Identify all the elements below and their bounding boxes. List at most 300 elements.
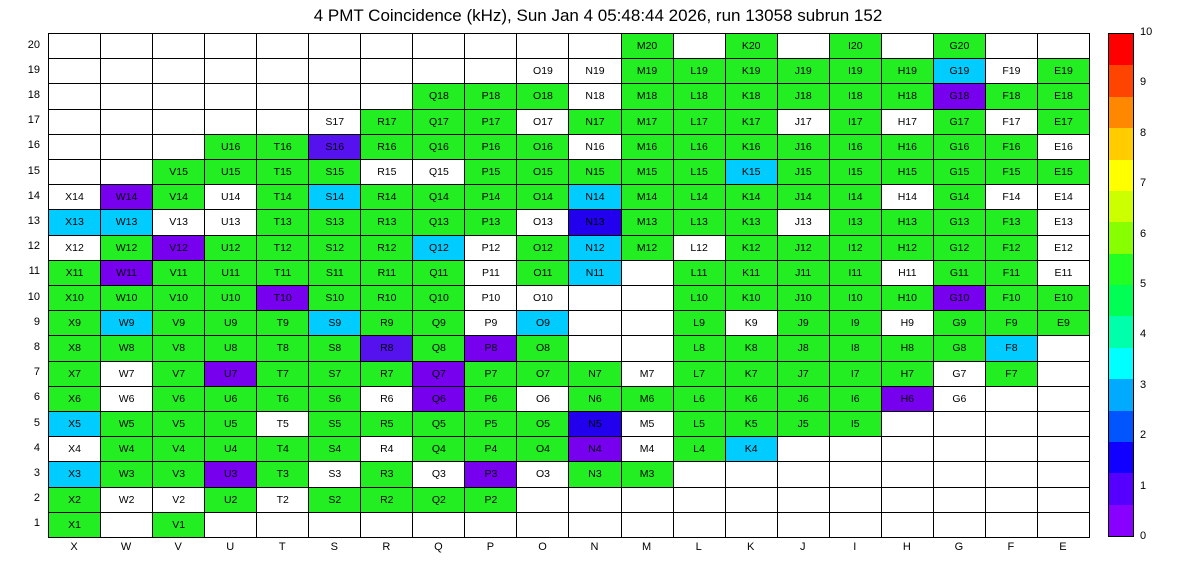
heatmap-cell: K15: [726, 160, 778, 185]
heatmap-cell: T12: [257, 236, 309, 261]
heatmap-cell: J8: [778, 336, 830, 361]
heatmap-cell: H8: [882, 336, 934, 361]
heatmap-cell: T10: [257, 286, 309, 311]
heatmap-cell: [153, 135, 205, 160]
heatmap-cell: O12: [517, 236, 569, 261]
x-axis-tick-label: J: [799, 541, 806, 553]
y-axis-tick-label: 5: [33, 416, 40, 429]
heatmap-cell: [309, 34, 361, 59]
heatmap-cell: F11: [986, 261, 1038, 286]
heatmap-cell: W7: [101, 362, 153, 387]
heatmap-cell: F15: [986, 160, 1038, 185]
heatmap-cell: T14: [257, 185, 309, 210]
y-axis-tick-label: 19: [27, 63, 40, 76]
heatmap-cell: [101, 59, 153, 84]
heatmap-cell: W14: [101, 185, 153, 210]
heatmap-cell: I6: [830, 387, 882, 412]
heatmap-cell: P4: [465, 437, 517, 462]
heatmap-cell: X14: [49, 185, 101, 210]
heatmap-cell: [257, 34, 309, 59]
heatmap-cell: P3: [465, 462, 517, 487]
heatmap-cell: E14: [1038, 185, 1090, 210]
heatmap-cell: [257, 59, 309, 84]
heatmap-cell: [465, 59, 517, 84]
heatmap-cell: H17: [882, 110, 934, 135]
heatmap-cell: E12: [1038, 236, 1090, 261]
heatmap-cell: S14: [309, 185, 361, 210]
heatmap-cell: Q18: [413, 84, 465, 109]
heatmap-cell: Q13: [413, 210, 465, 235]
heatmap-cell: N14: [569, 185, 621, 210]
heatmap-cell: H11: [882, 261, 934, 286]
heatmap-cell: O5: [517, 412, 569, 437]
heatmap-cell: N6: [569, 387, 621, 412]
heatmap-cell: [830, 488, 882, 513]
y-axis-tick-label: 20: [27, 38, 40, 51]
colorbar-segment: [1109, 442, 1133, 473]
heatmap-cell: [257, 110, 309, 135]
heatmap-cell: [517, 34, 569, 59]
heatmap-cell: [413, 513, 465, 538]
heatmap-cell: V12: [153, 236, 205, 261]
heatmap-cell: R11: [361, 261, 413, 286]
heatmap-cell: [1038, 362, 1090, 387]
heatmap-cell: [153, 34, 205, 59]
heatmap-cell: M20: [622, 34, 674, 59]
heatmap-cell: [674, 488, 726, 513]
page-title: 4 PMT Coincidence (kHz), Sun Jan 4 05:48:44 2026, run 13058 subrun 152: [313, 6, 883, 25]
heatmap-cell: [674, 513, 726, 538]
heatmap-cell: I5: [830, 412, 882, 437]
heatmap-cell: M3: [622, 462, 674, 487]
heatmap-cell: M19: [622, 59, 674, 84]
x-axis-tick-label: Q: [434, 541, 443, 553]
heatmap-cell: N17: [569, 110, 621, 135]
x-axis-tick-label: F: [1007, 541, 1015, 553]
heatmap-cell: W3: [101, 462, 153, 487]
heatmap-cell: W12: [101, 236, 153, 261]
heatmap-cell: F8: [986, 336, 1038, 361]
heatmap-cell: [934, 488, 986, 513]
heatmap-cell: Q2: [413, 488, 465, 513]
heatmap-cell: [569, 488, 621, 513]
colorbar-segment: [1109, 316, 1133, 347]
heatmap-cell: K8: [726, 336, 778, 361]
heatmap-cell: K11: [726, 261, 778, 286]
heatmap-cell: O11: [517, 261, 569, 286]
heatmap-cell: [101, 160, 153, 185]
heatmap-cell: K16: [726, 135, 778, 160]
heatmap-cell: [569, 311, 621, 336]
heatmap-cell: [465, 513, 517, 538]
heatmap-cell: F10: [986, 286, 1038, 311]
heatmap-cell: Q9: [413, 311, 465, 336]
heatmap-cell: [361, 34, 413, 59]
heatmap-cell: [101, 110, 153, 135]
heatmap-cell: U15: [205, 160, 257, 185]
heatmap-cell: [569, 336, 621, 361]
heatmap-cell: U9: [205, 311, 257, 336]
heatmap-cell: R17: [361, 110, 413, 135]
heatmap-cell: O13: [517, 210, 569, 235]
heatmap-cell: R2: [361, 488, 413, 513]
heatmap-cell: [257, 84, 309, 109]
heatmap-cell: O7: [517, 362, 569, 387]
heatmap-cell: U11: [205, 261, 257, 286]
heatmap-cell: V7: [153, 362, 205, 387]
heatmap-cell: N3: [569, 462, 621, 487]
heatmap-cell: [882, 34, 934, 59]
heatmap-cell: E9: [1038, 311, 1090, 336]
colorbar-segment: [1109, 160, 1133, 191]
heatmap-cell: [778, 437, 830, 462]
colorbar-segment: [1109, 222, 1133, 253]
heatmap-cell: M6: [622, 387, 674, 412]
heatmap-cell: [205, 59, 257, 84]
heatmap-cell: K12: [726, 236, 778, 261]
heatmap-cell: T3: [257, 462, 309, 487]
heatmap-cell: H7: [882, 362, 934, 387]
heatmap-cell: O15: [517, 160, 569, 185]
colorbar-segment: [1109, 65, 1133, 96]
heatmap-cell: T4: [257, 437, 309, 462]
heatmap-cell: R8: [361, 336, 413, 361]
heatmap-cell: K14: [726, 185, 778, 210]
heatmap-cell: P16: [465, 135, 517, 160]
heatmap-cell: L5: [674, 412, 726, 437]
colorbar-segment: [1109, 379, 1133, 410]
heatmap-cell: P5: [465, 412, 517, 437]
heatmap-cell: V4: [153, 437, 205, 462]
heatmap-cell: W4: [101, 437, 153, 462]
heatmap-cell: J7: [778, 362, 830, 387]
heatmap-cell: R16: [361, 135, 413, 160]
heatmap-cell: P10: [465, 286, 517, 311]
heatmap-cell: [778, 34, 830, 59]
y-axis-tick-label: 6: [33, 391, 40, 404]
heatmap-cell: V1: [153, 513, 205, 538]
heatmap-cell: Q15: [413, 160, 465, 185]
heatmap-cell: U3: [205, 462, 257, 487]
heatmap-cell: X10: [49, 286, 101, 311]
heatmap-cell: E17: [1038, 110, 1090, 135]
heatmap-cell: L14: [674, 185, 726, 210]
heatmap-cell: I9: [830, 311, 882, 336]
heatmap-cell: J5: [778, 412, 830, 437]
heatmap-cell: L11: [674, 261, 726, 286]
y-axis-tick-label: 12: [27, 240, 40, 253]
heatmap-cell: R4: [361, 437, 413, 462]
colorbar-segment: [1109, 191, 1133, 222]
heatmap-cell: X6: [49, 387, 101, 412]
heatmap-cell: H19: [882, 59, 934, 84]
heatmap-cell: [830, 513, 882, 538]
heatmap-cell: [153, 110, 205, 135]
heatmap-cell: G6: [934, 387, 986, 412]
colorbar-segment: [1109, 505, 1133, 536]
heatmap-cell: H16: [882, 135, 934, 160]
heatmap-cell: P15: [465, 160, 517, 185]
heatmap-cell: R13: [361, 210, 413, 235]
heatmap-cell: Q16: [413, 135, 465, 160]
heatmap-cell: V5: [153, 412, 205, 437]
x-axis-tick-label: O: [538, 541, 547, 553]
heatmap-cell: H12: [882, 236, 934, 261]
heatmap-cell: [1038, 336, 1090, 361]
heatmap-cell: I10: [830, 286, 882, 311]
heatmap-cell: M7: [622, 362, 674, 387]
heatmap-cell: [517, 488, 569, 513]
heatmap-cell: [934, 412, 986, 437]
heatmap-cell: S9: [309, 311, 361, 336]
heatmap-cell: G19: [934, 59, 986, 84]
heatmap-cell: F13: [986, 210, 1038, 235]
heatmap-cell: P11: [465, 261, 517, 286]
heatmap-cell: R5: [361, 412, 413, 437]
heatmap-cell: I14: [830, 185, 882, 210]
heatmap-cell: [674, 34, 726, 59]
colorbar-segment: [1109, 97, 1133, 128]
heatmap-cell: Q4: [413, 437, 465, 462]
x-axis-tick-label: P: [486, 541, 495, 553]
heatmap-cell: N12: [569, 236, 621, 261]
heatmap-cell: S13: [309, 210, 361, 235]
heatmap-cell: X11: [49, 261, 101, 286]
heatmap-cell: V9: [153, 311, 205, 336]
heatmap-cell: [361, 59, 413, 84]
heatmap-cell: S11: [309, 261, 361, 286]
heatmap-cell: Q17: [413, 110, 465, 135]
heatmap-cell: U6: [205, 387, 257, 412]
heatmap-cell: Q10: [413, 286, 465, 311]
heatmap-cell: I20: [830, 34, 882, 59]
heatmap-cell: W11: [101, 261, 153, 286]
heatmap-cell: L19: [674, 59, 726, 84]
heatmap-cell: N19: [569, 59, 621, 84]
y-axis-tick-label: 8: [33, 341, 40, 353]
heatmap-cell: G14: [934, 185, 986, 210]
heatmap-cell: R12: [361, 236, 413, 261]
colorbar-tick-label: 10: [1140, 26, 1153, 38]
heatmap-cell: S5: [309, 412, 361, 437]
heatmap-cell: [361, 513, 413, 538]
heatmap-cell: [622, 286, 674, 311]
y-axis-tick-label: 18: [27, 89, 40, 101]
heatmap-cell: P12: [465, 236, 517, 261]
heatmap-cell: [1038, 412, 1090, 437]
heatmap-cell: R6: [361, 387, 413, 412]
heatmap-cell: K19: [726, 59, 778, 84]
heatmap-cell: L6: [674, 387, 726, 412]
heatmap-cell: [1038, 437, 1090, 462]
heatmap-cell: I15: [830, 160, 882, 185]
heatmap-cell: [622, 261, 674, 286]
heatmap-cell: [726, 513, 778, 538]
heatmap-cell: X7: [49, 362, 101, 387]
heatmap-cell: F12: [986, 236, 1038, 261]
heatmap-cell: [49, 110, 101, 135]
heatmap-cell: K17: [726, 110, 778, 135]
colorbar-segment: [1109, 473, 1133, 504]
heatmap-cell: [1038, 462, 1090, 487]
heatmap-cell: [101, 84, 153, 109]
heatmap-cell: V6: [153, 387, 205, 412]
heatmap-cell: [101, 34, 153, 59]
heatmap-cell: I18: [830, 84, 882, 109]
heatmap-cell: [153, 84, 205, 109]
heatmap-cell: [882, 462, 934, 487]
heatmap-cell: L4: [674, 437, 726, 462]
heatmap-cell: U12: [205, 236, 257, 261]
heatmap-cell: T6: [257, 387, 309, 412]
heatmap-cell: G17: [934, 110, 986, 135]
heatmap-cell: J15: [778, 160, 830, 185]
heatmap-cell: P17: [465, 110, 517, 135]
heatmap-cell: [986, 462, 1038, 487]
x-axis-tick-label: E: [1059, 541, 1067, 553]
heatmap-cell: M18: [622, 84, 674, 109]
heatmap-cell: [986, 34, 1038, 59]
heatmap-cell: N7: [569, 362, 621, 387]
x-axis-tick-label: I: [853, 541, 857, 553]
colorbar-segment: [1109, 254, 1133, 285]
heatmap-cell: N4: [569, 437, 621, 462]
colorbar-segment: [1109, 34, 1133, 65]
heatmap-cell: [934, 437, 986, 462]
heatmap-cell: W10: [101, 286, 153, 311]
heatmap-cell: X5: [49, 412, 101, 437]
heatmap-cell: S17: [309, 110, 361, 135]
heatmap-cell: T7: [257, 362, 309, 387]
y-axis-tick-label: 2: [33, 492, 40, 505]
heatmap-cell: X13: [49, 210, 101, 235]
heatmap-cell: O6: [517, 387, 569, 412]
heatmap-cell: K6: [726, 387, 778, 412]
heatmap-cell: W5: [101, 412, 153, 437]
heatmap-cell: [309, 59, 361, 84]
heatmap-cell: I13: [830, 210, 882, 235]
heatmap-cell: N18: [569, 84, 621, 109]
heatmap-cell: [882, 488, 934, 513]
heatmap-cell: R10: [361, 286, 413, 311]
colorbar-tick-label: 7: [1140, 177, 1147, 190]
heatmap-cell: N5: [569, 412, 621, 437]
heatmap-cell: I8: [830, 336, 882, 361]
heatmap-cell: X4: [49, 437, 101, 462]
x-axis-tick-label: L: [695, 541, 702, 553]
heatmap-cell: R9: [361, 311, 413, 336]
heatmap-cell: J13: [778, 210, 830, 235]
heatmap-cell: G16: [934, 135, 986, 160]
colorbar-tick-label: 3: [1140, 378, 1147, 391]
heatmap-cell: T13: [257, 210, 309, 235]
heatmap-cell: [830, 437, 882, 462]
heatmap-cell: P6: [465, 387, 517, 412]
heatmap-cell: P8: [465, 336, 517, 361]
heatmap-cell: L12: [674, 236, 726, 261]
heatmap-cell: T11: [257, 261, 309, 286]
colorbar-segment: [1109, 411, 1133, 442]
heatmap-cell: [569, 34, 621, 59]
heatmap-cell: [726, 488, 778, 513]
heatmap-cell: [986, 513, 1038, 538]
heatmap-cell: G10: [934, 286, 986, 311]
heatmap-cell: I7: [830, 362, 882, 387]
heatmap-cell: Q3: [413, 462, 465, 487]
heatmap-cell: E11: [1038, 261, 1090, 286]
heatmap-cell: G13: [934, 210, 986, 235]
heatmap-cell: X3: [49, 462, 101, 487]
heatmap-cell: X2: [49, 488, 101, 513]
colorbar-segment: [1109, 128, 1133, 159]
y-axis-tick-label: 1: [33, 517, 40, 530]
heatmap-cell: [986, 412, 1038, 437]
heatmap-cell: J9: [778, 311, 830, 336]
heatmap-cell: [622, 311, 674, 336]
heatmap-cell: H18: [882, 84, 934, 109]
heatmap-cell: J10: [778, 286, 830, 311]
heatmap-cell: [986, 387, 1038, 412]
x-axis-tick-label: G: [954, 541, 964, 553]
heatmap-cell: O3: [517, 462, 569, 487]
heatmap-cell: Q12: [413, 236, 465, 261]
heatmap-cell: [257, 513, 309, 538]
heatmap-cell: S4: [309, 437, 361, 462]
heatmap-cell: G8: [934, 336, 986, 361]
heatmap-cell: R15: [361, 160, 413, 185]
heatmap-cell: J17: [778, 110, 830, 135]
x-axis-tick-label: N: [590, 541, 599, 553]
heatmap-cell: L17: [674, 110, 726, 135]
heatmap-cell: S6: [309, 387, 361, 412]
heatmap-cell: O16: [517, 135, 569, 160]
heatmap-cell: E19: [1038, 59, 1090, 84]
heatmap-cell: [726, 462, 778, 487]
heatmap-cell: X9: [49, 311, 101, 336]
heatmap-cell: T5: [257, 412, 309, 437]
heatmap-cell: Q14: [413, 185, 465, 210]
heatmap-cell: V10: [153, 286, 205, 311]
heatmap-cell: J19: [778, 59, 830, 84]
heatmap-cell: G9: [934, 311, 986, 336]
heatmap-cell: [674, 462, 726, 487]
heatmap-cell: K13: [726, 210, 778, 235]
heatmap-cell: U2: [205, 488, 257, 513]
heatmap-cell: [101, 135, 153, 160]
heatmap-cell: H10: [882, 286, 934, 311]
heatmap-cell: [1038, 513, 1090, 538]
heatmap-cell: G12: [934, 236, 986, 261]
heatmap-cell: I17: [830, 110, 882, 135]
heatmap-cell: [986, 437, 1038, 462]
heatmap-cell: K9: [726, 311, 778, 336]
heatmap-cell: S12: [309, 236, 361, 261]
heatmap-cell: G18: [934, 84, 986, 109]
heatmap-cell: U8: [205, 336, 257, 361]
heatmap-cell: S8: [309, 336, 361, 361]
heatmap-cell: [882, 412, 934, 437]
heatmap-cell: H14: [882, 185, 934, 210]
y-axis-tick-label: 4: [33, 441, 40, 454]
colorbar-tick-label: 6: [1140, 227, 1147, 240]
x-axis-tick-label: U: [226, 541, 235, 553]
heatmap-cell: H13: [882, 210, 934, 235]
heatmap-cell: S15: [309, 160, 361, 185]
heatmap-cell: V15: [153, 160, 205, 185]
heatmap-cell: F9: [986, 311, 1038, 336]
heatmap-cell: V14: [153, 185, 205, 210]
heatmap-cell: N13: [569, 210, 621, 235]
